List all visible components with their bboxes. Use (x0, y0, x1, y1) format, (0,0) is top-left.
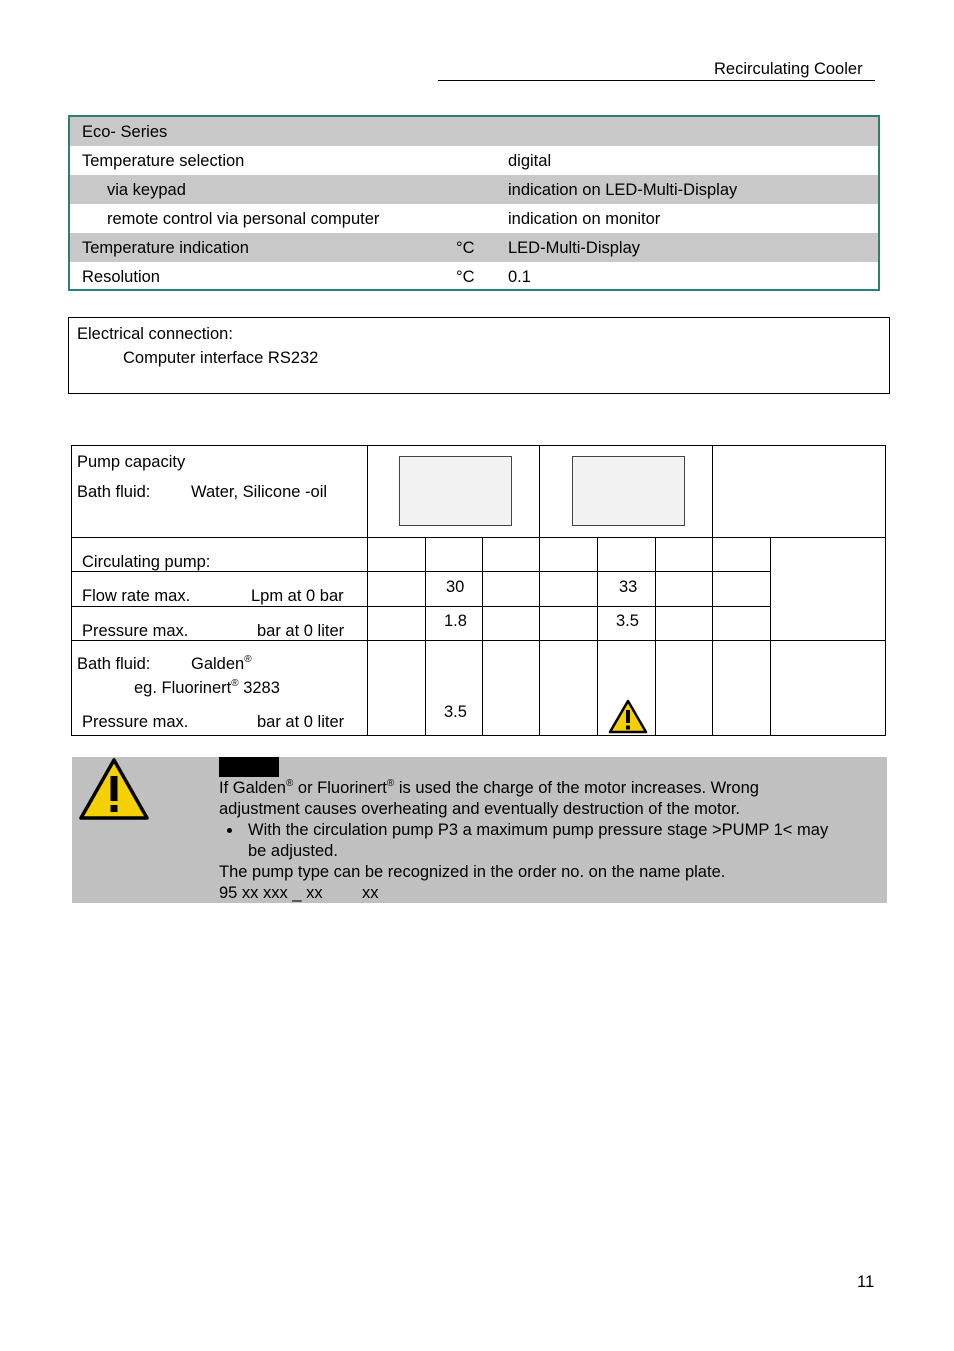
row-label: remote control via personal computer (107, 210, 380, 228)
row-label: Resolution (82, 268, 160, 286)
grid-line (712, 446, 713, 735)
order-number: 95 xx xxx _ xx (219, 884, 323, 902)
eco-title: Eco- Series (82, 123, 168, 141)
row-value: indication on monitor (508, 210, 661, 228)
pressure-value: 1.8 (444, 612, 467, 630)
table-row (70, 233, 878, 262)
galden-pressure-unit: bar at 0 liter (257, 713, 345, 731)
row-label: via keypad (107, 181, 186, 199)
pump-image-placeholder (399, 456, 512, 526)
bath-fluid-label: Bath fluid: (77, 483, 151, 501)
grid-line (655, 538, 656, 735)
warning-bullet-1: With the circulation pump P3 a maximum pump pressure stage >PUMP 1< may (248, 821, 829, 839)
galden-name: Galden® (191, 654, 252, 673)
row-unit: °C (456, 239, 475, 257)
flow-rate-value: 33 (619, 578, 638, 596)
row-value: digital (508, 152, 552, 170)
order-number-suffix: xx (362, 884, 379, 902)
eco-title-row (70, 117, 878, 146)
grid-line (482, 538, 483, 735)
table-row (70, 204, 878, 233)
warning-triangle-icon (78, 757, 150, 821)
row-label: Temperature selection (82, 152, 245, 170)
table-row (70, 262, 878, 291)
electrical-title: Electrical connection: (77, 325, 233, 343)
bullet-dot (227, 828, 232, 833)
warning-line-4: The pump type can be recognized in the order no. on the name plate. (219, 863, 726, 881)
pressure-value: 3.5 (616, 612, 639, 630)
row-value: LED-Multi-Display (508, 239, 641, 257)
grid-line (72, 537, 885, 538)
header-rule (438, 80, 875, 81)
pressure-label: Pressure max. (82, 622, 189, 640)
bath-fluid-value: Water, Silicone -oil (191, 483, 328, 501)
galden-pressure-value: 3.5 (444, 703, 467, 721)
grid-line (72, 640, 885, 641)
row-value: indication on LED-Multi-Display (508, 181, 738, 199)
table-row (70, 175, 878, 204)
warning-triangle-icon (608, 699, 648, 734)
flow-rate-value: 30 (446, 578, 465, 596)
warning-line-2: adjustment causes overheating and eventually destruction of the motor. (219, 800, 740, 818)
warning-heading-bar (219, 757, 279, 777)
row-label: Temperature indication (82, 239, 249, 257)
grid-line (539, 446, 540, 735)
grid-line (72, 606, 770, 607)
pump-capacity-label: Pump capacity (77, 453, 186, 471)
row-unit: °C (456, 268, 475, 286)
grid-line (770, 538, 771, 735)
electrical-connection-box (68, 317, 890, 394)
page-number: 11 (857, 1273, 875, 1291)
pump-capacity-table (71, 445, 886, 736)
circulating-pump-label: Circulating pump: (82, 553, 211, 571)
pump-image-placeholder (572, 456, 685, 526)
electrical-item: Computer interface RS232 (123, 349, 319, 367)
grid-line (367, 446, 368, 735)
header-title: Recirculating Cooler (714, 60, 863, 78)
fluorinert-name: eg. Fluorinert® 3283 (134, 678, 280, 697)
grid-line (425, 538, 426, 735)
table-row (70, 146, 878, 175)
galden-pressure-label: Pressure max. (82, 713, 189, 731)
flow-rate-unit: Lpm at 0 bar (251, 587, 344, 605)
warning-line-1: If Galden® or Fluorinert® is used the charge of the motor increases. Wrong (219, 778, 759, 797)
row-value: 0.1 (508, 268, 531, 286)
warning-bullet-1-cont: be adjusted. (248, 842, 338, 860)
grid-line (597, 538, 598, 735)
galden-bath-fluid-label: Bath fluid: (77, 655, 151, 673)
pressure-unit: bar at 0 liter (257, 622, 345, 640)
eco-series-table (68, 115, 880, 291)
flow-rate-label: Flow rate max. (82, 587, 191, 605)
